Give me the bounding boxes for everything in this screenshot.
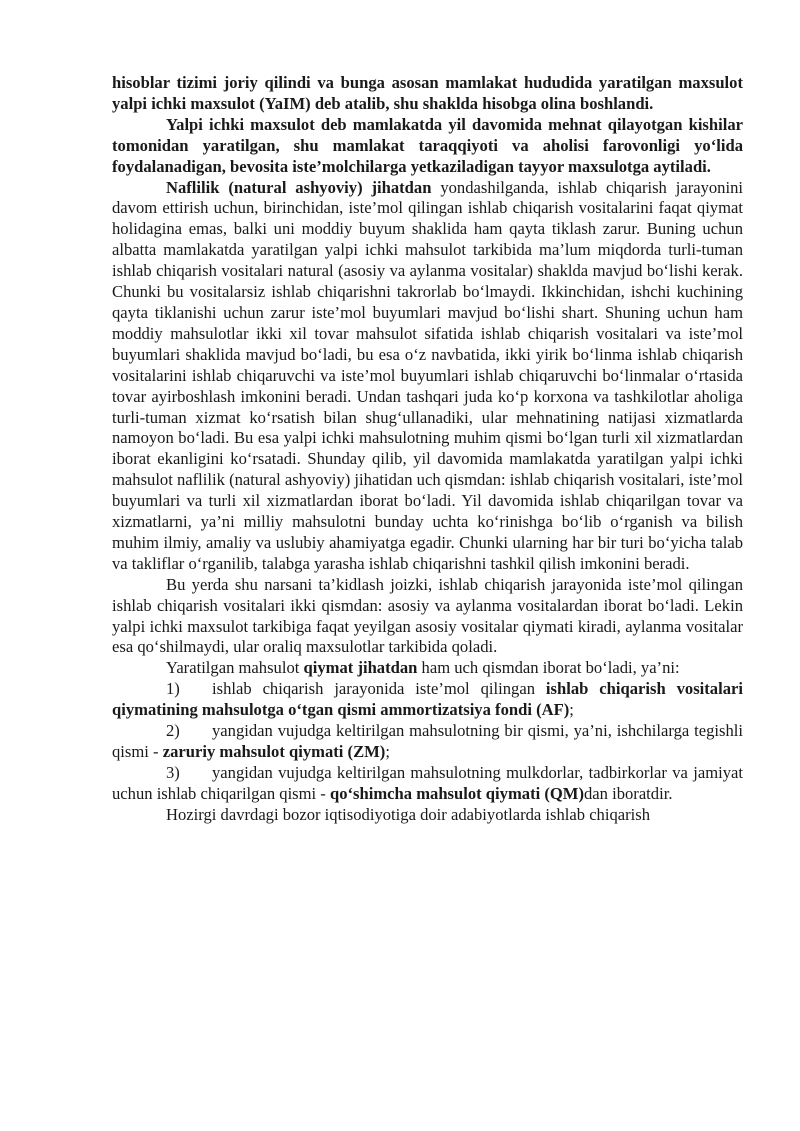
paragraph-6: Hozirgi davrdagi bozor iqtisodiyotiga doir adabiyotlarda ishlab chiqarish (166, 804, 651, 824)
list-item-3-number: 3) (166, 762, 180, 782)
paragraph-5-text-2: ham uch qismdan iborat bo‘ladi, ya’ni: (417, 658, 680, 678)
list-item-2-tail: ; (385, 742, 390, 761)
list-item-2-number: 2) (166, 721, 180, 741)
list-item-3-text: yangidan vujudga keltirilgan mahsulotning mulkdorlar, tadbirkorlar va jamiyat uchun ishlab chiqarilgan qismi - (112, 762, 743, 803)
list-item-2-text: yangidan vujudga keltirilgan mahsulotning bir qismi, ya’ni, ishchilarga tegishli qismi - (112, 721, 743, 761)
paragraph-4: Bu yerda shu narsani ta’kidlash joizki, ishlab chiqarish jarayonida iste’mol qilingan ishlab chiqarish vositalari ikki qismdan: asosiy va aylanma vositalardan iborat bo‘ladi. Lekin yalpi ichki maxsulot tarkibiga faqat yeyilgan asosiy vositalar qiymati kiradi, aylanma vositalar esa qo‘shilmaydi, ular oraliq maxsulotlar tarkibida qoladi. (112, 574, 743, 657)
list-item-3-tail: dan iboratdir. (583, 783, 673, 803)
list-item-3-bold: qo‘shimcha mahsulot qiymati (QM) (329, 783, 584, 803)
paragraph-3-bold-term: Naflilik (natural ashyoviy) jihatdan (166, 177, 432, 197)
document-page (112, 73, 743, 826)
list-item-1-bold: ishlab chiqarish vositalari qiymatining mahsulotga o‘tgan qismi ammortizatsiya fondi (AF) (112, 679, 743, 720)
list-item-1 (112, 679, 743, 721)
paragraph-1: hisoblar tizimi joriy qilindi va bunga asosan mamlakat hududida yaratilgan maxsulot yalpi ichki maxsulot (YaIM) deb atalib, shu shaklda hisobga olina boshlandi. (112, 73, 743, 113)
paragraph-5-text-1: Yaratilgan mahsulot (166, 658, 304, 678)
list-item-1-number: 1) (166, 679, 180, 699)
list-item-1-tail: ; (569, 700, 574, 720)
paragraph-3-text: yondashilganda, ishlab chiqarish jarayonini davom ettirish uchun, birinchidan, iste’mol qilingan ishlab chiqarish vositalarini faqat qiymat holidagina emas, balki uni moddiy buyum shaklida ham qayta tiklash zarur. Buning uchun albatta mamlakatda yaratilgan yalpi ichki mahsulot tarkibida ma’lum miqdorda turli-tuman ishlab chiqarish vositalari natural (asosiy va aylanma vositalar) shaklda mavjud bo‘lishi kerak. Chunki bu vositalarsiz ishlab chiqarishni takrorlab bo‘lmaydi. Ikkinchidan, ishchi kuchining qayta tiklanishi uchun zarur iste’mol buyumlari mavjud bo‘lishi shart. Shuning uchun ham moddiy mahsulotlar ikki xil tovar mahsulot sifatida ishlab chiqarish vositalari va iste’mol buyumlari shaklida mavjud bo‘ladi, bu esa o‘z navbatida, ikki yirik bo‘linma ishlab chiqarish vositalarini ishlab chiqaruvchi va iste’mol buyumlari ishlab chiqaruvchi bo‘linmalar o‘rtasida tovar ayirboshlash imkonini beradi. Undan tashqari juda ko‘p korxona va tashkilotlar aholiga turli-tuman xizmat ko‘rsatish bilan shug‘ullanadiki, ular mehnatining natijasi xizmatlarda namoyon bo‘ladi. Bu esa yalpi ichki mahsulotning muhim qismi bo‘lgan turli xil xizmatlardan iborat ekanligini ko‘rsatadi. Shunday qilib, yil davomida mamlakatda yaratilgan yalpi ichki mahsulot naflilik (natural ashyoviy) jihatidan uch qismdan: ishlab chiqarish vositalari, iste’mol buyumlari va turli xil xizmatlardan iborat bo‘ladi. Yil davomida ishlab chiqarilgan tovar va xizmatlarni, ya’ni milliy mahsulotni bunday uchta ko‘rinishga bo‘lib o‘rganish va bilish muhim ilmiy, amaliy va uslubiy ahamiyatga egadir. Chunki ularning har bir turi bo‘yicha talab va takliflar o‘rganilib, talabga yarasha ishlab chiqarishni tashkil qilish imkonini beradi. (112, 177, 743, 573)
list-item-2-bold: zaruriy mahsulot qiymati (ZM) (162, 742, 386, 761)
paragraph-5-bold-term: qiymat jihatdan (303, 658, 418, 678)
paragraph-2-definition: Yalpi ichki maxsulot deb mamlakatda yil davomida mehnat qilayotgan kishilar tomonidan yaratilgan, shu mamlakat taraqqiyoti va aholisi farovonligi yo‘lida foydalanadigan, bevosita iste’molchilarga yetkaziladigan tayyor maxsulotga aytiladi. (112, 114, 743, 176)
list-item-1-text: ishlab chiqarish jarayonida iste’mol qilingan (212, 679, 546, 699)
paragraph-3 (112, 178, 743, 575)
paragraph-5 (112, 658, 743, 679)
list-item-2 (112, 721, 743, 763)
list-item-3 (112, 763, 743, 805)
